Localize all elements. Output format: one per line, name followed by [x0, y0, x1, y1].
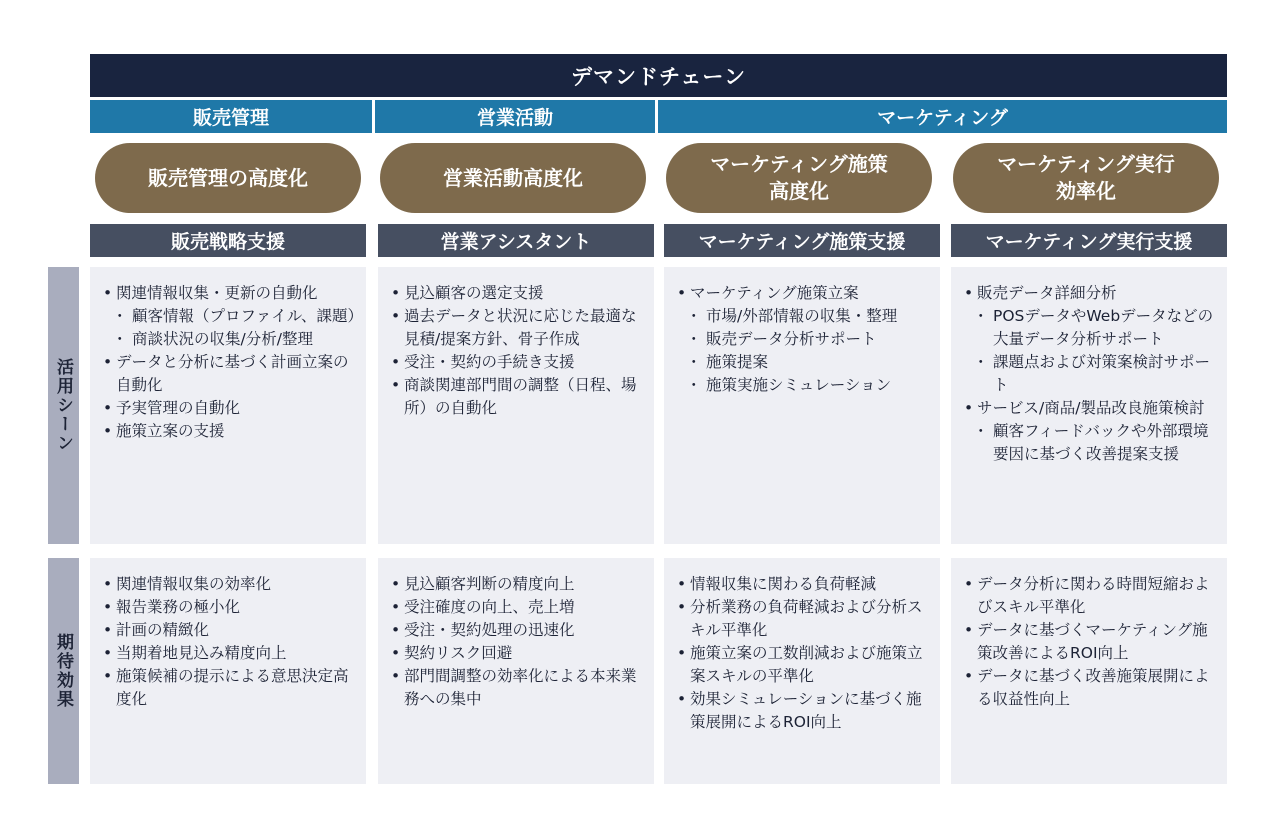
list-item: • 予実管理の自動化 — [102, 397, 358, 420]
goal-pill-sales-management: 販売管理の高度化 — [95, 143, 361, 213]
sub-list-item: ・ 課題点および対策案検討サポート — [963, 351, 1219, 397]
list-item: • 受注確度の向上、売上増 — [390, 596, 646, 619]
demand-chain-banner: デマンドチェーン — [90, 54, 1227, 97]
list-item: • 施策候補の提示による意思決定高度化 — [102, 665, 358, 711]
list-item: • マーケティング施策立案 — [676, 282, 932, 305]
effect-panel-sales-strategy — [90, 558, 366, 784]
list-item: • 関連情報収集・更新の自動化 — [102, 282, 358, 305]
goal-pill-marketing-execution: マーケティング実行 効率化 — [953, 143, 1219, 213]
effect-panel-marketing-execution — [951, 558, 1227, 784]
list-item: • データ分析に関わる時間短縮およびスキル平準化 — [963, 573, 1219, 619]
row-label-usage-scenes: 活用シーン — [48, 267, 79, 544]
list-item: • 情報収集に関わる負荷軽減 — [676, 573, 932, 596]
list-item: • 受注・契約処理の迅速化 — [390, 619, 646, 642]
function-sales-assistant: 営業アシスタント — [378, 224, 654, 257]
sub-list-item: ・ 施策提案 — [676, 351, 932, 374]
effect-panel-marketing-measures — [664, 558, 940, 784]
list-item: • 施策立案の工数削減および施策立案スキルの平準化 — [676, 642, 932, 688]
list-item: • 報告業務の極小化 — [102, 596, 358, 619]
sub-list-item: ・ POSデータやWebデータなどの大量データ分析サポート — [963, 305, 1219, 351]
usage-panel-marketing-execution — [951, 267, 1227, 544]
list-item: • 効果シミュレーションに基づく施策展開によるROI向上 — [676, 688, 932, 734]
list-item: • データに基づくマーケティング施策改善によるROI向上 — [963, 619, 1219, 665]
list-item: • サービス/商品/製品改良施策検討 — [963, 397, 1219, 420]
usage-panel-marketing-measures — [664, 267, 940, 544]
row-label-expected-effects: 期待効果 — [48, 558, 79, 784]
category-sales-management: 販売管理 — [90, 100, 372, 133]
list-item: • 契約リスク回避 — [390, 642, 646, 665]
sub-list-item: ・ 販売データ分析サポート — [676, 328, 932, 351]
list-item: • 計画の精緻化 — [102, 619, 358, 642]
sub-list-item: ・ 市場/外部情報の収集・整理 — [676, 305, 932, 328]
effect-panel-sales-assistant — [378, 558, 654, 784]
sub-list-item: ・ 商談状況の収集/分析/整理 — [102, 328, 358, 351]
list-item: • 部門間調整の効率化による本来業務への集中 — [390, 665, 646, 711]
list-item: • データに基づく改善施策展開による収益性向上 — [963, 665, 1219, 711]
list-item: • データと分析に基づく計画立案の自動化 — [102, 351, 358, 397]
list-item: • 関連情報収集の効率化 — [102, 573, 358, 596]
category-marketing: マーケティング — [658, 100, 1227, 133]
list-item: • 過去データと状況に応じた最適な見積/提案方針、骨子作成 — [390, 305, 646, 351]
list-item: • 商談関連部門間の調整（日程、場所）の自動化 — [390, 374, 646, 420]
list-item: • 施策立案の支援 — [102, 420, 358, 443]
goal-pill-sales-activity: 営業活動高度化 — [380, 143, 646, 213]
usage-panel-sales-assistant — [378, 267, 654, 544]
list-item: • 見込顧客判断の精度向上 — [390, 573, 646, 596]
sub-list-item: ・ 施策実施シミュレーション — [676, 374, 932, 397]
function-marketing-measures: マーケティング施策支援 — [664, 224, 940, 257]
category-sales-activity: 営業活動 — [375, 100, 655, 133]
list-item: • 分析業務の負荷軽減および分析スキル平準化 — [676, 596, 932, 642]
function-marketing-execution: マーケティング実行支援 — [951, 224, 1227, 257]
list-item: • 販売データ詳細分析 — [963, 282, 1219, 305]
sub-list-item: ・ 顧客情報（プロファイル、課題） — [102, 305, 358, 328]
list-item: • 見込顧客の選定支援 — [390, 282, 646, 305]
usage-panel-sales-strategy — [90, 267, 366, 544]
sub-list-item: ・ 顧客フィードバックや外部環境要因に基づく改善提案支援 — [963, 420, 1219, 466]
list-item: • 当期着地見込み精度向上 — [102, 642, 358, 665]
function-sales-strategy: 販売戦略支援 — [90, 224, 366, 257]
list-item: • 受注・契約の手続き支援 — [390, 351, 646, 374]
goal-pill-marketing-measures: マーケティング施策 高度化 — [666, 143, 932, 213]
